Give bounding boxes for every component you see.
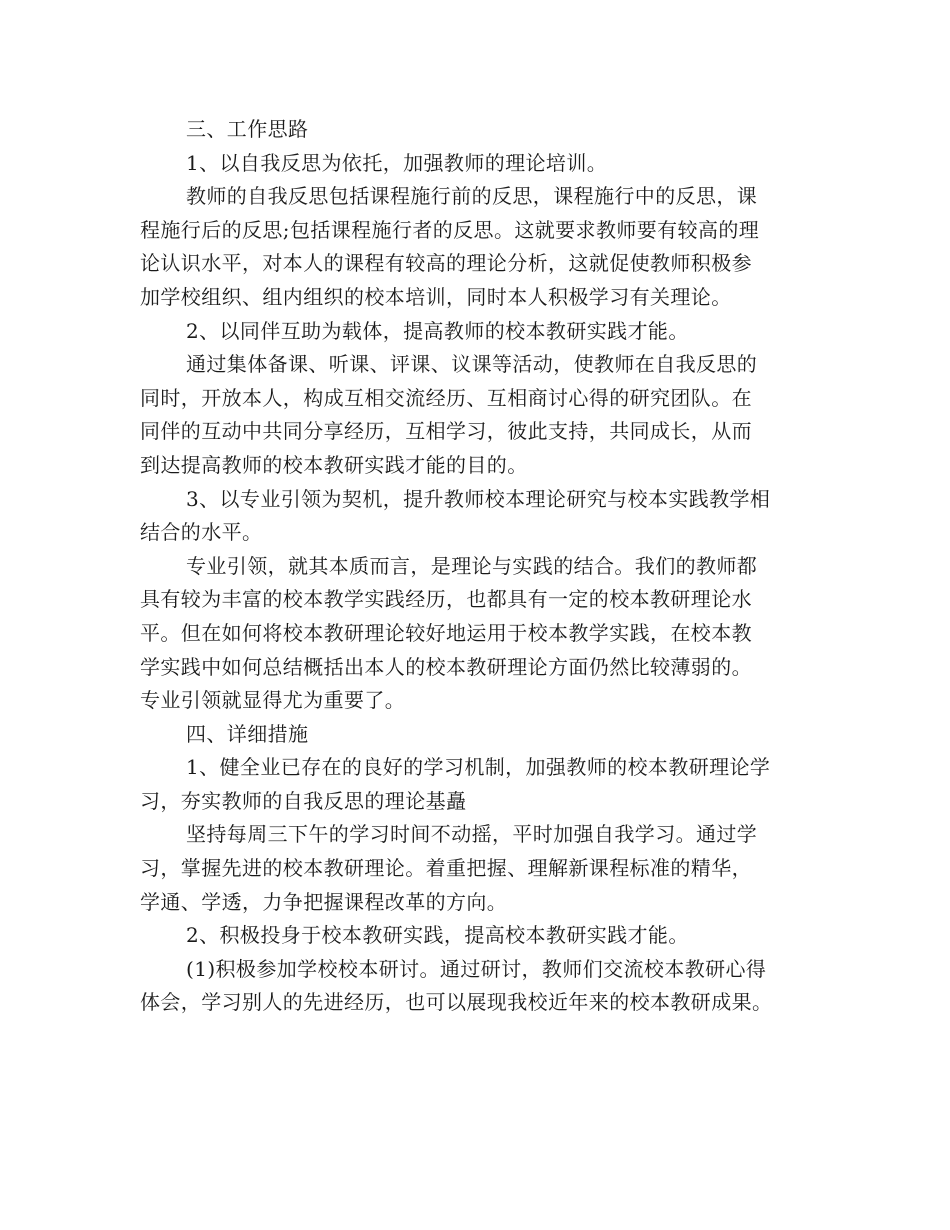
text-line: 2、积极投身于校本教研实践，提高校本教研实践才能。	[186, 923, 689, 948]
text-line: 论认识水平，对本人的课程有较高的理论分析，这就促使教师积极参	[140, 251, 752, 276]
text-line: 学实践中如何总结概括出本人的校本教研理论方面仍然比较薄弱的。	[140, 654, 752, 679]
text-line: 2、以同伴互助为载体，提高教师的校本教研实践才能。	[186, 318, 689, 343]
text-line: 三、工作思路	[186, 117, 309, 141]
text-line: 专业引领，就其本质而言，是理论与实践的结合。我们的教师都	[186, 553, 758, 578]
text-line: 同伴的互动中共同分享经历，互相学习，彼此支持，共同成长，从而	[140, 419, 752, 444]
text-line: 到达提高教师的校本教研实践才能的目的。	[140, 452, 528, 477]
text-line: 教师的自我反思包括课程施行前的反思，课程施行中的反思，课	[186, 184, 758, 209]
text-line: 专业引领就显得尤为重要了。	[140, 688, 406, 713]
text-line: 同时，开放本人，构成互相交流经历、互相商讨心得的研究团队。在	[140, 385, 752, 410]
document-body	[140, 113, 808, 1020]
text-line: 通过集体备课、听课、评课、议课等活动，使教师在自我反思的	[186, 352, 758, 377]
text-line: 1、以自我反思为依托，加强教师的理论培训。	[186, 150, 608, 175]
text-line: 具有较为丰富的校本教学实践经历，也都具有一定的校本教研理论水	[140, 587, 752, 612]
text-line: 体会，学习别人的先进经历，也可以展现我校近年来的校本教研成果。	[140, 990, 773, 1015]
text-line: (1)积极参加学校校本研讨。通过研讨，教师们交流校本教研心得	[186, 956, 767, 981]
text-line: 平。但在如何将校本教研理论较好地运用于校本教学实践，在校本教	[140, 620, 752, 645]
text-line: 习，夯实教师的自我反思的理论基矗	[140, 788, 467, 813]
text-line: 结合的水平。	[140, 520, 263, 545]
text-line: 1、健全业已存在的良好的学习机制，加强教师的校本教研理论学	[186, 755, 771, 780]
text-line: 习，掌握先进的校本教研理论。着重把握、理解新课程标准的精华，	[140, 856, 752, 881]
text-line: 加学校组织、组内组织的校本培训，同时本人积极学习有关理论。	[140, 284, 732, 309]
text-line: 学通、学透，力争把握课程改革的方向。	[140, 889, 508, 914]
text-line: 四、详细措施	[186, 721, 309, 746]
text-line: 3、以专业引领为契机，提升教师校本理论研究与校本实践教学相	[186, 486, 771, 511]
text-line: 程施行后的反思;包括课程施行者的反思。这就要求教师要有较高的理	[140, 217, 760, 242]
text-line: 坚持每周三下午的学习时间不动摇，平时加强自我学习。通过学	[186, 822, 758, 847]
